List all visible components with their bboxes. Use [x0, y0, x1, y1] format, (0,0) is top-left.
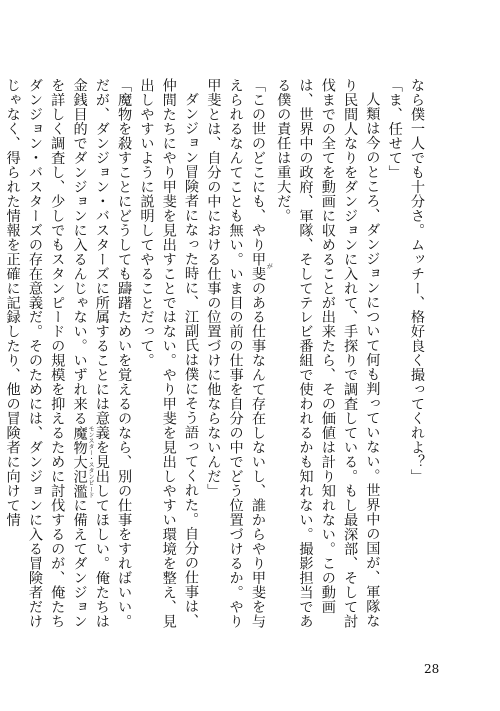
vertical-text-body — [4, 78, 428, 638]
paragraph: なら僕一人でも十分さ。ムッチー、格好良く撮ってくれよ？」 — [409, 78, 425, 484]
paragraph: 「この世のどこにも、やり甲斐 がのある仕事なんて存在しないし、誰からやり甲斐を与えられるなんてことも無い。いま目の前の仕事を自分の中でどう位置づけるか。やり甲斐とは、自分の中における仕事の位置づけに他ならないんだ」 — [205, 78, 273, 629]
ruby-annotation: 魔物大氾濫 モンスター・スタンピード — [71, 425, 95, 499]
paragraph: 人類は今のところ、ダンジョンについて何も判っていない。世界中の国が、軍隊なり民間人なりをダンジョンに入れて、手探りで調査している。もし最深部、そして討伐までの全てを動画に収めることが出来たら、その価値は計り知れない。この動画は、世界中の政府、軍隊、そしてテレビ番組で使われるかも知れない。撮影担当である僕の責任は重大だ。 — [275, 78, 381, 629]
page-number: 28 — [424, 662, 440, 676]
paragraph: 「ま、任せて」 — [386, 78, 403, 180]
ruby-annotation: 甲斐 が — [249, 251, 273, 281]
paragraph: 「魔物を殺すことにどうしても躊躇ためいを覚えるのなら、別の仕事をすればいい。だが、ダンジョン・バスターズに所属することには意義を見出してほしい。俺たちは金銭目的でダンジョンに入るんじゃない。いずれ来る魔物大氾濫 モンスター・スタンピードに備えてダンジョンを詳しく調査し、少しでもスタンピードの規模を抑えるために討伐するのが、俺たちダンジョン・バスターズの存在意義だ。そのためには、ダンジョンに入る冒険者だけじゃなく、得られた情報を正確に記録したり、他の冒険者に向けて情 — [4, 78, 133, 629]
paragraph: ダンジョン冒険者になった時に、江副氏は僕にそう語ってくれた。自分の仕事は、仲間たちにやり甲斐を見出すことではない。やり甲斐を見出しやすい環境を整え、見出しやすいように説明してやることだって。 — [138, 78, 200, 629]
